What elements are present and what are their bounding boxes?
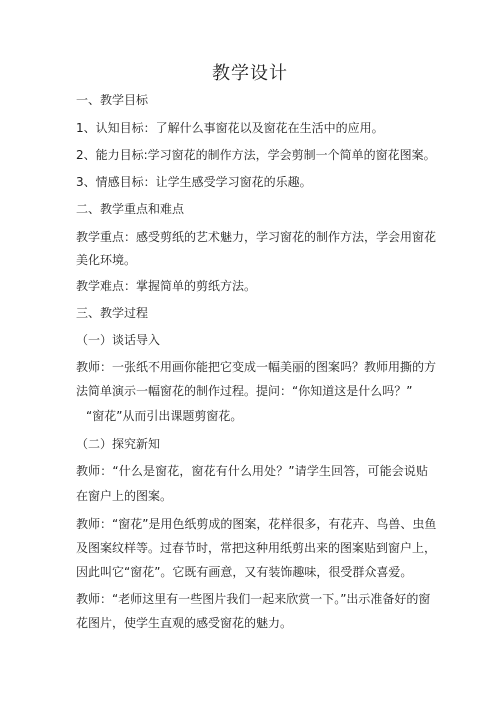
paragraph-line: 教师：“老师这里有一些图片我们一起来欣赏一下。”出示准备好的窗 [76, 592, 431, 606]
paragraph-line: 及图案纹样等。过春节时，常把这种用纸剪出来的图案贴到窗户上， [76, 541, 437, 555]
subsection-heading-intro: （一）谈话导入 [76, 333, 161, 347]
paragraph-line: 花图片，使学生直观的感受窗花的魅力。 [76, 616, 293, 630]
subsection-heading-explore: （二）探究新知 [76, 437, 161, 451]
paragraph-line: 因此叫它“窗花”。它既有画意，又有装饰趣味，很受群众喜爱。 [76, 565, 413, 579]
paragraph-line: “窗花”从而引出课题剪窗花。 [86, 409, 243, 423]
paragraph-line: 法简单演示一幅窗花的制作过程。提问：“你知道这是什么吗？” [76, 384, 413, 398]
paragraph-line: 教学难点：掌握简单的剪纸方法。 [76, 279, 257, 293]
section-heading-process: 三、教学过程 [76, 306, 149, 320]
paragraph-line: 3、情感目标：让学生感受学习窗花的乐趣。 [76, 175, 312, 189]
document-title: 教学设计 [212, 63, 288, 84]
paragraph-line: 教师：一张纸不用画你能把它变成一幅美丽的图案吗？教师用撕的方 [76, 360, 437, 374]
section-heading-objectives: 一、教学目标 [76, 93, 149, 107]
paragraph-line: 教师：“什么是窗花，窗花有什么用处？”请学生回答，可能会说贴 [76, 464, 428, 478]
paragraph-line: 教师：“窗花”是用色纸剪成的图案，花样很多，有花卉、鸟兽、虫鱼 [76, 517, 437, 531]
paragraph-line: 1、认知目标：了解什么事窗花以及窗花在生活中的应用。 [76, 121, 384, 135]
section-heading-key-points: 二、教学重点和难点 [76, 202, 185, 216]
paragraph-line: 美化环境。 [76, 253, 137, 267]
paragraph-line: 在窗户上的图案。 [76, 489, 173, 503]
paragraph-line: 教学重点：感受剪纸的艺术魅力，学习窗花的制作方法，学会用窗花 [76, 230, 437, 244]
paragraph-line: 2、能力目标:学习窗花的制作方法，学会剪制一个简单的窗花图案。 [76, 148, 436, 162]
